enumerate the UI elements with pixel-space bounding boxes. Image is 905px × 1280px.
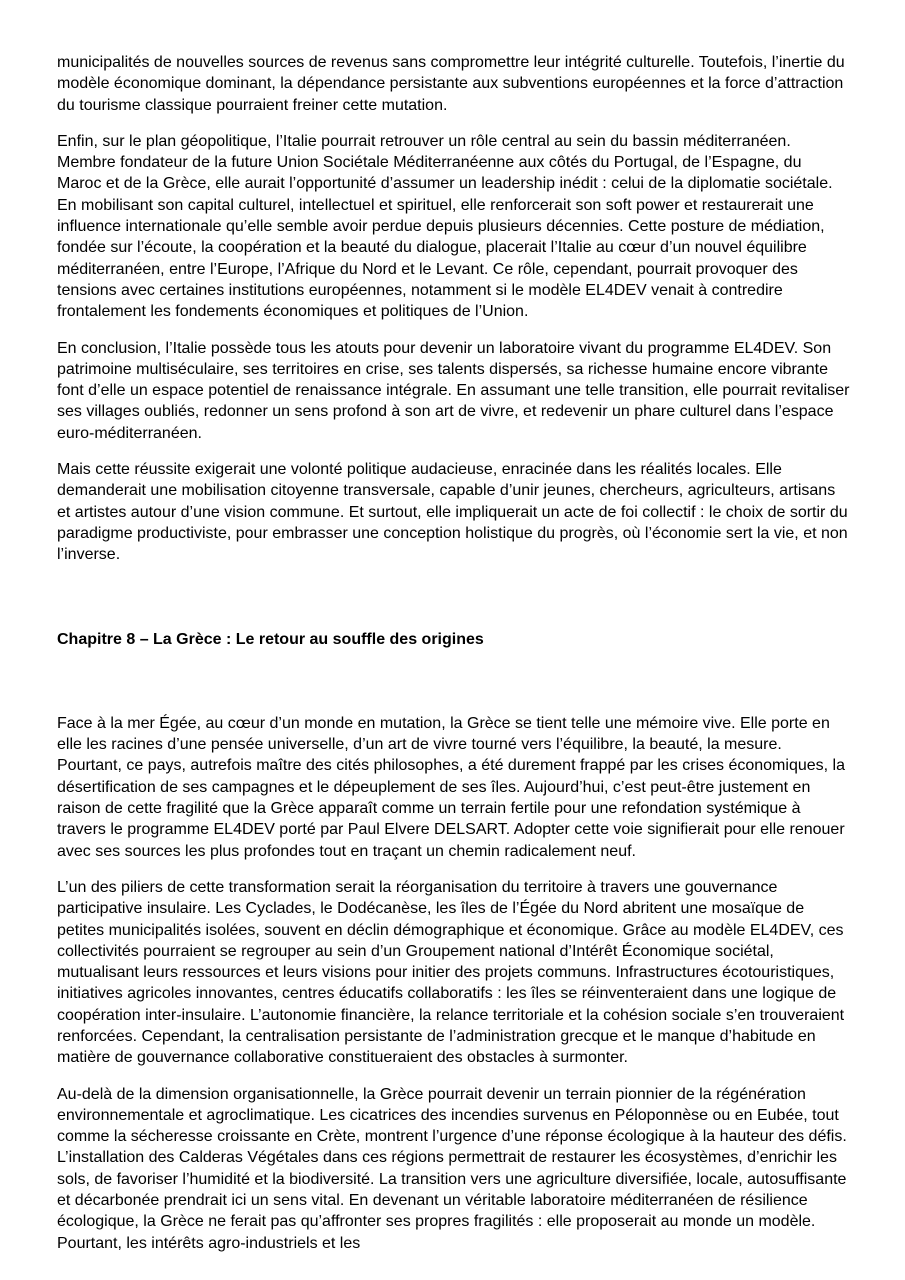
paragraph-environmental-regeneration: Au-delà de la dimension organisationnelle, la Grèce pourrait devenir un terrain pionnier de la régénération environnementale et agroclimatique. Les cicatrices des incendies survenus en Péloponnèse ou en Eubée, tout comme la sécheresse croissante en Crète, montrent l’urgence d’une réponse écologique à la hauteur des défis. L’installation des Calderas Végétales dans ces régions permettrait de restaurer les écosystèmes, d’enrichir les sols, de favoriser l’humidité et la biodiversité. La transition vers une agriculture diversifiée, locale, autosuffisante et décarbonée prendrait ici un sens vital. En devenant un véritable laboratoire méditerranéen de résilience écologique, la Grèce ne ferait pas qu’affronter ses propres fragilités : elle proposerait au monde un modèle. Pourtant, les intérêts agro-industriels et les bbox=[57, 1085, 847, 1252]
paragraph-tourism-inertia: municipalités de nouvelles sources de revenus sans compromettre leur intégrité culturelle. Toutefois, l’inertie du modèle économique dominant, la dépendance persistante aux subventions européennes et la force d’attraction du tourisme classique pourraient freiner cette mutation. bbox=[57, 54, 845, 114]
paragraph-insular-governance: L’un des piliers de cette transformation serait la réorganisation du territoire à travers une gouvernance participative insulaire. Les Cyclades, le Dodécanèse, les îles de l’Égée du Nord abritent une mosaïque de petites municipalités isolées, souvent en déclin démographique et économique. Grâce au modèle EL4DEV, ces collectivités pourraient se regrouper au sein d’un Groupement national d’Intérêt Économique sociétal, mutualisant leurs ressources et leurs visions pour initier des projets communs. Infrastructures écotouristiques, initiatives agricoles innovantes, centres éducatifs collaboratifs : les îles se réinventeraient dans une logique de coopération inter-insulaire. L’autonomie financière, la relance territoriale et la cohésion sociale s’en trouveraient renforcées. Cependant, la centralisation persistante de l’administration grecque et le manque d’habitude en matière de gouvernance collaborative constitueraient des obstacles à surmonter. bbox=[57, 878, 845, 1067]
chapter-8-heading: Chapitre 8 – La Grèce : Le retour au souffle des origines bbox=[57, 630, 484, 648]
paragraph-greece-intro: Face à la mer Égée, au cœur d’un monde en mutation, la Grèce se tient telle une mémoire vive. Elle porte en elle les racines d’une pensée universelle, d’un art de vivre tourné vers l’équilibre, la beauté, la mesure. Pourtant, ce pays, autrefois maître des cités philosophes, a été durement frappé par les crises économiques, la désertification de ses campagnes et le dépeuplement de ses îles. Aujourd’hui, c’est peut-être justement en raison de cette fragilité que la Grèce apparaît comme un terrain fertile pour une refondation systémique à travers le programme EL4DEV porté par Paul Elvere DELSART. Adopter cette voie signifierait pour elle renouer avec ses sources les plus profondes tout en traçant un chemin radicalement neuf. bbox=[57, 714, 845, 860]
paragraph-italy-conclusion: En conclusion, l’Italie possède tous les atouts pour devenir un laboratoire vivant du programme EL4DEV. Son patrimoine multiséculaire, ses territoires en crise, ses talents dispersés, sa richesse humaine encore vibrante font d’elle un espace potentiel de renaissance intégrale. En assumant une telle transition, elle pourrait revitaliser ses villages oubliés, redonner un sens profond à son art de vivre, et redevenir un phare culturel dans l’espace euro-méditerranéen. bbox=[57, 339, 850, 442]
paragraph-political-will: Mais cette réussite exigerait une volonté politique audacieuse, enracinée dans les réalités locales. Elle demanderait une mobilisation citoyenne transversale, capable d’unir jeunes, chercheurs, agriculteurs, artisans et artistes autour d’une vision commune. Et surtout, elle impliquerait un acte de foi collectif : le choix de sortir du paradigme productiviste, pour embrasser une conception holistique du progrès, où l’économie sert la vie, et non l’inverse. bbox=[57, 461, 848, 564]
paragraph-geopolitics-italy: Enfin, sur le plan géopolitique, l’Italie pourrait retrouver un rôle central au sein du bassin méditerranéen. Membre fondateur de la future Union Sociétale Méditerranéenne aux côtés du Portugal, de l’Espagne, du Maroc et de la Grèce, elle aurait l’opportunité d’assumer un leadership inédit : celui de la diplomatie sociétale. En mobilisant son capital culturel, intellectuel et spirituel, elle renforcerait son soft power et restaurerait une influence internationale qu’elle semble avoir perdue depuis plusieurs décennies. Cette posture de médiation, fondée sur l’écoute, la coopération et la beauté du dialogue, placerait l’Italie au cœur d’un nouvel équilibre méditerranéen, entre l’Europe, l’Afrique du Nord et le Levant. Ce rôle, cependant, pourrait provoquer des tensions avec certaines institutions européennes, notamment si le modèle EL4DEV venait à contredire frontalement les fondements économiques et politiques de l’Union. bbox=[57, 132, 833, 321]
